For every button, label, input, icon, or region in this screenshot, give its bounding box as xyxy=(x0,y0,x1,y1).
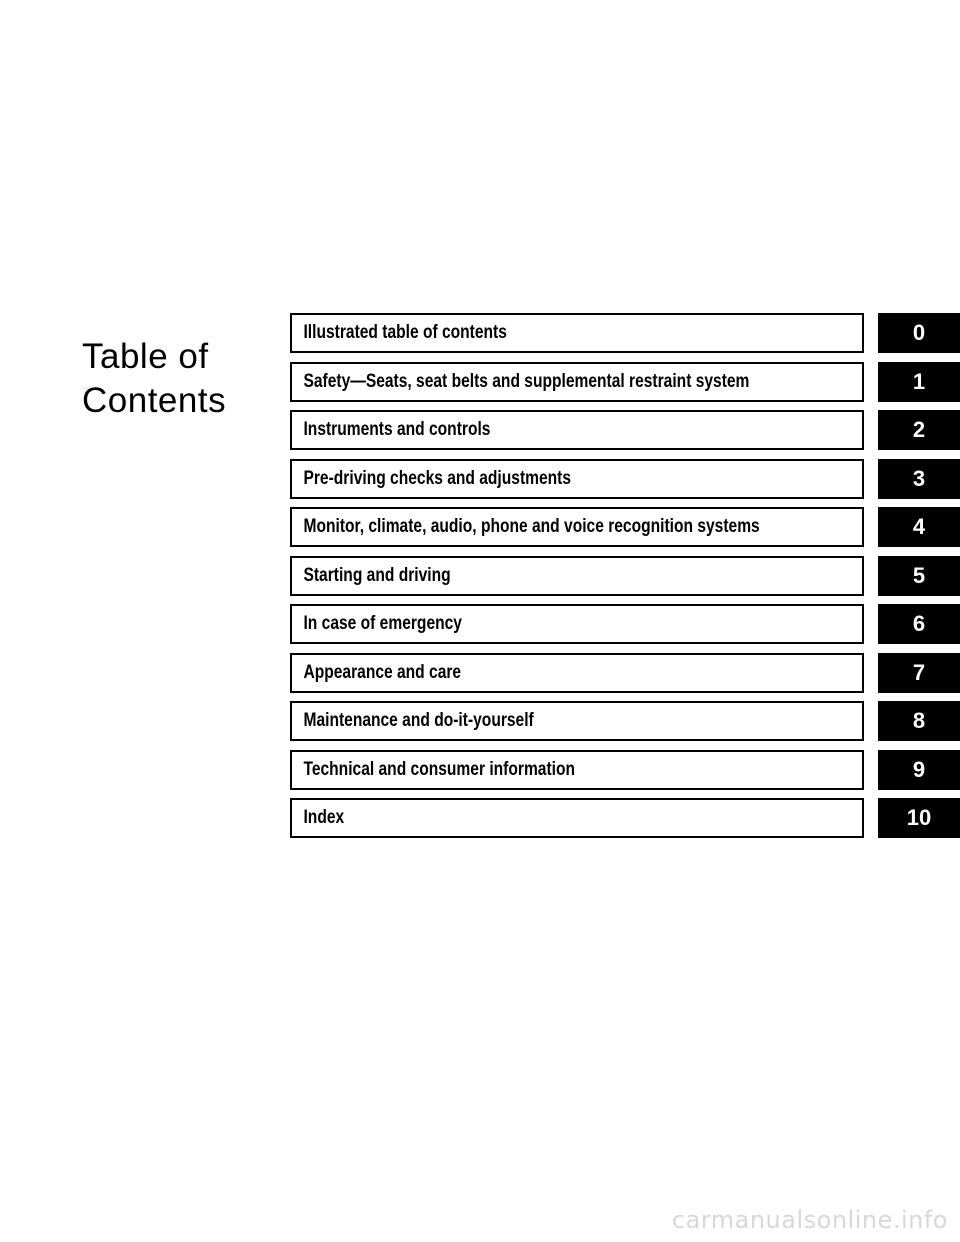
toc-entry-label: Starting and driving xyxy=(303,564,451,586)
toc-entry-illustrated-contents[interactable] xyxy=(290,313,864,353)
page-title-line-1: Table of xyxy=(82,337,209,377)
toc-entry-pre-driving[interactable] xyxy=(290,459,864,499)
watermark: carmanualsonline.info xyxy=(671,1206,948,1234)
toc-entry-technical-consumer[interactable] xyxy=(290,750,864,790)
toc-entry-label: Appearance and care xyxy=(303,661,462,683)
toc-row-1 xyxy=(290,362,960,402)
toc-entry-label: In case of emergency xyxy=(303,613,462,634)
toc-row-5 xyxy=(290,556,960,596)
chapter-tab-7[interactable]: 7 xyxy=(878,653,960,693)
toc-entry-emergency[interactable] xyxy=(290,604,864,644)
toc-entry-label: Safety—Seats, seat belts and supplemental restraint system xyxy=(303,370,750,392)
toc-entry-maintenance[interactable] xyxy=(290,701,864,741)
toc-row-0 xyxy=(290,313,960,353)
toc-entry-index[interactable] xyxy=(290,798,864,838)
toc-row-3 xyxy=(290,459,960,499)
toc-list xyxy=(290,313,960,847)
toc-row-6 xyxy=(290,604,960,644)
chapter-tab-5[interactable]: 5 xyxy=(878,556,960,596)
toc-entry-starting-driving[interactable] xyxy=(290,556,864,596)
toc-row-9 xyxy=(290,750,960,790)
toc-entry-appearance-care[interactable] xyxy=(290,653,864,693)
page-title-line-2: Contents xyxy=(82,381,227,421)
chapter-tab-0[interactable]: 0 xyxy=(878,313,960,353)
chapter-tab-1[interactable]: 1 xyxy=(878,362,960,402)
toc-row-7 xyxy=(290,653,960,693)
chapter-tab-4[interactable]: 4 xyxy=(878,507,960,547)
chapter-tab-9[interactable]: 9 xyxy=(878,750,960,790)
toc-row-10 xyxy=(290,798,960,838)
toc-entry-safety[interactable] xyxy=(290,362,864,402)
toc-row-8 xyxy=(290,701,960,741)
toc-entry-instruments[interactable] xyxy=(290,410,864,450)
chapter-tab-8[interactable]: 8 xyxy=(878,701,960,741)
chapter-tab-3[interactable]: 3 xyxy=(878,459,960,499)
page-title xyxy=(82,335,272,423)
toc-entry-label: Maintenance and do-it-yourself xyxy=(303,710,534,731)
chapter-tab-6[interactable]: 6 xyxy=(878,604,960,644)
toc-row-2 xyxy=(290,410,960,450)
chapter-tab-2[interactable]: 2 xyxy=(878,410,960,450)
toc-entry-label: Technical and consumer information xyxy=(303,758,576,780)
toc-entry-label: Index xyxy=(303,807,345,828)
toc-row-4 xyxy=(290,507,960,547)
toc-entry-label: Monitor, climate, audio, phone and voice recognition systems xyxy=(303,516,760,537)
toc-entry-label: Illustrated table of contents xyxy=(303,322,507,343)
chapter-tab-10[interactable]: 10 xyxy=(878,798,960,838)
toc-entry-monitor-climate-audio[interactable] xyxy=(290,507,864,547)
toc-entry-label: Instruments and controls xyxy=(303,419,491,440)
toc-entry-label: Pre-driving checks and adjustments xyxy=(303,467,572,489)
